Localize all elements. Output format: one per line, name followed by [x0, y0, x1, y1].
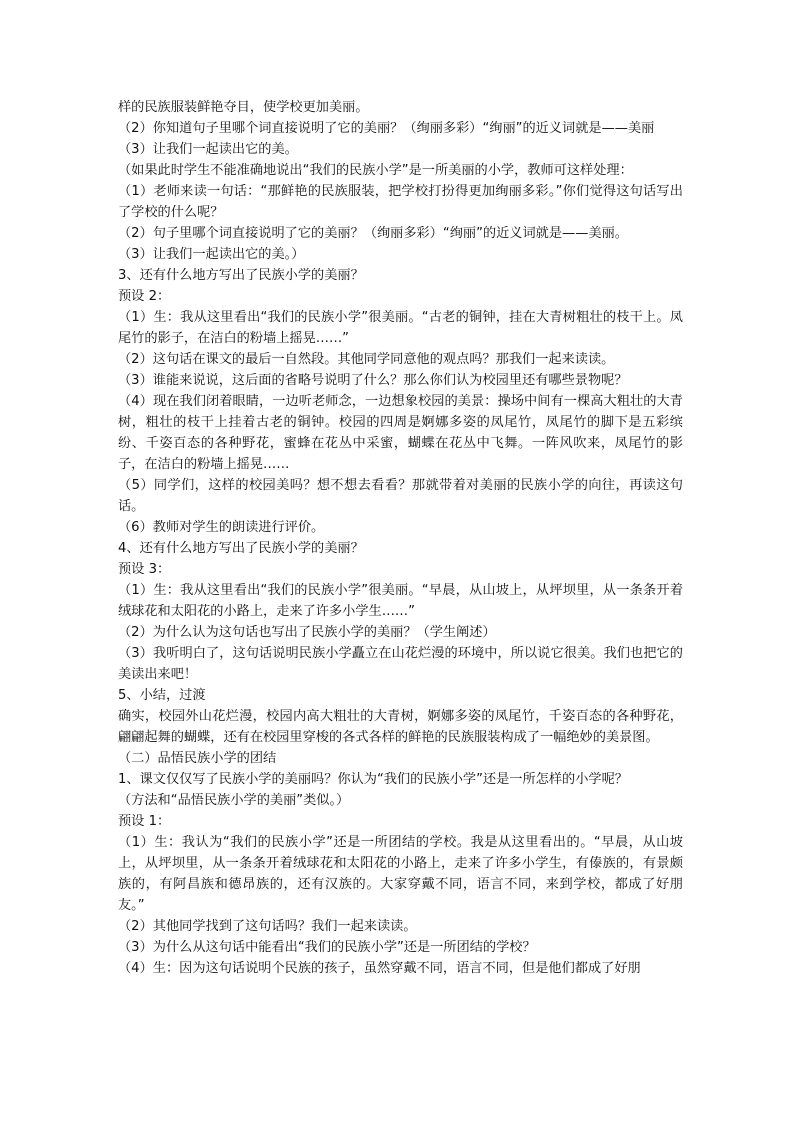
paragraph: （3）我听明白了，这句话说明民族小学矗立在山花烂漫的环境中，所以说它很美。我们也把它的美读出来吧！ [118, 646, 683, 682]
paragraph: （3）谁能来说说，这后面的省略号说明了什么？那么你们认为校园里还有哪些景物呢？ [118, 373, 628, 388]
paragraph: 3、还有什么地方写出了民族小学的美丽？ [118, 268, 364, 283]
paragraph: （2）其他同学找到了这句话吗？我们一起来读读。 [118, 919, 417, 934]
paragraph: 4、还有什么地方写出了民族小学的美丽？ [118, 541, 364, 556]
paragraph: （2）你知道句子里哪个词直接说明了它的美丽？（绚丽多彩）“绚丽”的近义词就是——美丽 [118, 121, 655, 136]
paragraph: （3）让我们一起读出它的美。） [118, 247, 305, 262]
paragraph: （如果此时学生不能准确地说出“我们的民族小学”是一所美丽的小学，教师可这样处理： [118, 163, 633, 178]
paragraph: （1）老师来读一句话：“那鲜艳的民族服装，把学校打扮得更加绚丽多彩。”你们觉得这句话写出了学校的什么呢？ [118, 184, 683, 220]
paragraph: （4）生：因为这句话说明个民族的孩子，虽然穿戴不同，语言不同，但是他们都成了好朋 [118, 961, 641, 976]
paragraph: （1）生：我从这里看出“我们的民族小学”很美丽。“古老的铜钟，挂在大青树粗壮的枝干上。凤尾竹的影子，在洁白的粉墙上摇晃……” [118, 310, 683, 346]
paragraph: 1、课文仅仅写了民族小学的美丽吗？你认为“我们的民族小学”还是一所怎样的小学呢？ [118, 772, 628, 787]
paragraph: 预设 3： [118, 562, 171, 577]
paragraph: （1）生：我从这里看出“我们的民族小学”很美丽。“早晨，从山坡上，从坪坝里，从一条条开着绒球花和太阳花的小路上，走来了许多小学生……” [118, 583, 683, 619]
paragraph: 预设 1： [118, 814, 171, 829]
paragraph: （2）句子里哪个词直接说明了它的美丽？（绚丽多彩）“绚丽”的近义词就是——美丽。 [118, 226, 628, 241]
paragraph: （6）教师对学生的朗读进行评价。 [118, 520, 325, 535]
paragraph: （1）生：我认为“我们的民族小学”还是一所团结的学校。我是从这里看出的。“早晨，从山坡上，从坪坝里，从一条条开着绒球花和太阳花的小路上，走来了许多小学生，有傣族的，有景颇族的，有阿昌族和德昂族的，还有汉族的。大家穿戴不同，语言不同，来到学校，都成了好朋友。” [118, 835, 683, 913]
paragraph: 5、小结，过渡 [118, 688, 206, 703]
paragraph: （2）为什么认为这句话也写出了民族小学的美丽？（学生阐述） [118, 625, 496, 640]
paragraph: 预设 2： [118, 289, 171, 304]
paragraph: （方法和“品悟民族小学的美丽”类似。） [118, 793, 350, 808]
paragraph: （3）让我们一起读出它的美。 [118, 142, 298, 157]
document-body [118, 97, 683, 979]
paragraph: 确实，校园外山花烂漫，校园内高大粗壮的大青树，婀娜多姿的凤尾竹，千姿百态的各种野花，翩翩起舞的蝴蝶，还有在校园里穿梭的各式各样的鲜艳的民族服装构成了一幅绝妙的美景图。 [118, 709, 683, 745]
paragraph: （4）现在我们闭着眼睛，一边听老师念，一边想象校园的美景：操场中间有一棵高大粗壮的大青树，粗壮的枝干上挂着古老的铜钟。校园的四周是婀娜多姿的凤尾竹，凤尾竹的脚下是五彩缤纷、千姿百态的各种野花，蜜蜂在花丛中采蜜，蝴蝶在花丛中飞舞。一阵风吹来，凤尾竹的影子，在洁白的粉墙上摇晃…… [118, 394, 683, 472]
paragraph: （二）品悟民族小学的团结 [118, 751, 277, 766]
paragraph: 样的民族服装鲜艳夺目，使学校更加美丽。 [118, 100, 369, 115]
paragraph: （2）这句话在课文的最后一自然段。其他同学同意他的观点吗？那我们一起来读读。 [118, 352, 615, 367]
paragraph: （3）为什么从这句话中能看出“我们的民族小学”还是一所团结的学校？ [118, 940, 536, 955]
paragraph: （5）同学们，这样的校园美吗？想不想去看看？那就带着对美丽的民族小学的向往，再读这句话。 [118, 478, 683, 514]
